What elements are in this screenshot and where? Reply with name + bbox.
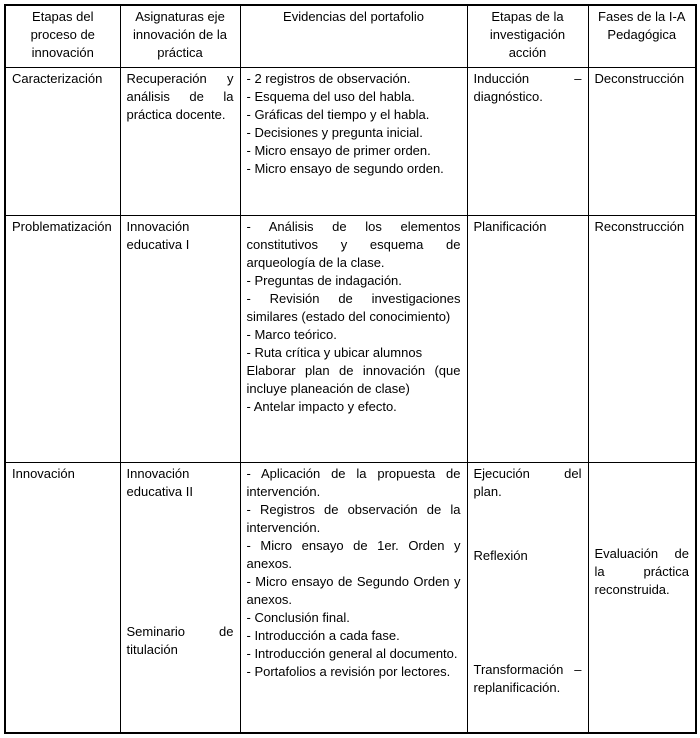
evidence-item: Elaborar plan de innovación (que incluye planeación de clase) [246,363,461,396]
cell-asignaturas [120,216,240,463]
fase-text: Evaluación de la práctica reconstruida. [594,546,689,597]
etapa-label: Problematización [12,219,112,234]
asignatura-text: Innovación educativa II [126,466,193,499]
evidence-item: - Antelar impacto y efecto. [246,399,397,414]
etapa-label: Caracterización [12,71,103,86]
table-header [5,5,696,68]
evidence-item: - Aplicación de la propuesta de intervención. [246,466,461,499]
evidence-item: - 2 registros de observación. [246,71,411,86]
cell-investigacion [467,68,588,216]
evidence-item: - Gráficas del tiempo y el habla. [246,107,430,122]
evidence-item: - Revisión de investigaciones similares (estado del conocimiento) [246,291,461,324]
cell-evidencias [240,216,467,463]
cell-asignaturas [120,463,240,734]
investigacion-text: Ejecución del plan. [473,466,582,499]
cell-etapa [5,463,120,734]
table-row-caracterizacion [5,68,696,216]
evidence-item: - Introducción general al documento. [246,646,458,661]
innovation-process-table [4,4,697,734]
investigacion-text: Transformación – replanificación. [473,662,582,695]
evidence-item: - Micro ensayo de segundo orden. [246,161,444,176]
header-evidencias-portafolio: Evidencias del portafolio [240,5,467,68]
evidence-item: - Conclusión final. [246,610,350,625]
cell-etapa [5,68,120,216]
header-etapas-proceso: Etapas del proceso de innovación [5,5,120,68]
fase-text: Reconstrucción [594,219,685,234]
asignatura-text: Recuperación y análisis de la práctica docente. [126,71,234,122]
evidence-item: - Micro ensayo de primer orden. [246,143,431,158]
evidence-item: - Portafolios a revisión por lectores. [246,664,451,679]
evidence-item: - Introducción a cada fase. [246,628,400,643]
table-row-innovacion [5,463,696,734]
investigacion-text: Inducción – diagnóstico. [473,71,582,104]
cell-investigacion [467,216,588,463]
cell-evidencias [240,68,467,216]
evidence-item: - Marco teórico. [246,327,337,342]
etapa-label: Innovación [12,466,75,481]
evidence-item: - Micro ensayo de 1er. Orden y anexos. [246,538,461,571]
table-body [5,68,696,734]
evidence-item: - Preguntas de indagación. [246,273,402,288]
header-row [5,5,696,68]
evidence-item: - Decisiones y pregunta inicial. [246,125,423,140]
evidence-item: - Micro ensayo de Segundo Orden y anexos. [246,574,461,607]
evidence-item: - Análisis de los elementos constitutivos y esquema de arqueología de la clase. [246,219,461,270]
investigacion-text: Reflexión [473,548,528,563]
header-fases-ia: Fases de la I-A Pedagógica [588,5,696,68]
cell-fase [588,216,696,463]
cell-fase [588,463,696,734]
evidence-item: - Ruta crítica y ubicar alumnos [246,345,423,360]
asignatura-text: Seminario de titulación [126,624,234,657]
cell-fase [588,68,696,216]
cell-asignaturas [120,68,240,216]
cell-etapa [5,216,120,463]
header-etapas-investigacion: Etapas de la investigación acción [467,5,588,68]
cell-investigacion [467,463,588,734]
cell-evidencias [240,463,467,734]
header-asignaturas-eje: Asignaturas eje innovación de la práctica [120,5,240,68]
table-row-problematizacion [5,216,696,463]
investigacion-text: Planificación [473,219,547,234]
asignatura-text: Innovación educativa I [126,219,190,252]
evidence-item: - Registros de observación de la intervención. [246,502,461,535]
fase-text: Deconstrucción [594,71,685,86]
evidence-item: - Esquema del uso del habla. [246,89,415,104]
